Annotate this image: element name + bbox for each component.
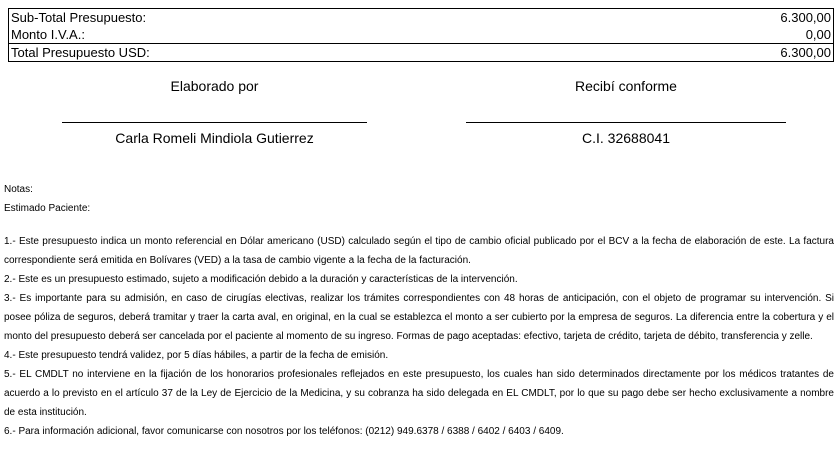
note-item-4: 4.- Este presupuesto tendrá validez, por 5 días hábiles, a partir de la fecha de emisión.	[4, 350, 389, 361]
note-item-2: 2.- Este es un presupuesto estimado, sujeto a modificación debido a la duración y características de la intervención.	[4, 274, 518, 285]
total-label: Total Presupuesto USD:	[11, 45, 150, 60]
signature-name-left: Carla Romeli Mindiola Gutierrez	[115, 130, 314, 146]
iva-label: Monto I.V.A.:	[11, 27, 85, 42]
subtotal-value: 6.300,00	[780, 10, 831, 25]
signature-label-prepared: Elaborado por	[170, 78, 259, 94]
signature-line-right	[466, 122, 786, 123]
notes-greeting: Estimado Paciente:	[4, 203, 91, 214]
totals-row-total	[9, 43, 833, 61]
notes-title: Notas:	[4, 184, 33, 195]
total-value: 6.300,00	[780, 45, 831, 60]
totals-row-subtotal	[9, 9, 833, 26]
notes-section	[4, 180, 834, 441]
iva-value: 0,00	[805, 27, 831, 42]
signature-label-received: Recibí conforme	[575, 78, 677, 94]
note-item-5: 5.- EL CMDLT no interviene en la fijación de los honorarios profesionales reflejados en este presupuesto, los cuales han sido determinados directamente por los médicos tratantes de acuerdo a lo previsto en el artículo 37 de la Ley de Ejercicio de la Medicina, y su cobranza ha sido delegada en EL CMDLT, por lo que su pago debe ser hecho exclusivamente a nombre de esta institución.	[4, 369, 834, 418]
totals-table	[8, 8, 834, 62]
subtotal-label: Sub-Total Presupuesto:	[11, 10, 147, 25]
signature-id-right: C.I. 32688041	[582, 130, 670, 146]
signature-line-left	[62, 122, 367, 123]
note-item-1: 1.- Este presupuesto indica un monto referencial en Dólar americano (USD) calculado según el tipo de cambio oficial publicado por el BCV a la fecha de elaboración de este. La factura correspondiente será emitida en Bolívares (VED) a la tasa de cambio vigente a la fecha de la facturación.	[4, 236, 834, 266]
note-item-6: 6.- Para información adicional, favor comunicarse con nosotros por los teléfonos: (0212) 949.6378 / 6388 / 6402 / 6403 / 6409.	[4, 426, 564, 437]
totals-row-iva	[9, 26, 833, 43]
note-item-3: 3.- Es importante para su admisión, en caso de cirugías electivas, realizar los trámites correspondientes con 48 horas de anticipación, con el objeto de programar su intervención. Si posee póliza de seguros, deberá tramitar y traer la carta aval, en original, en la cual se establezca el monto a ser cubierto por la empresa de seguros. La diferencia entre la cobertura y el monto del presupuesto deberá ser cancelada por el paciente al momento de su ingreso. Formas de pago aceptadas: efectivo, tarjeta de crédito, tarjeta de débito, transferencia y zelle.	[4, 293, 834, 342]
